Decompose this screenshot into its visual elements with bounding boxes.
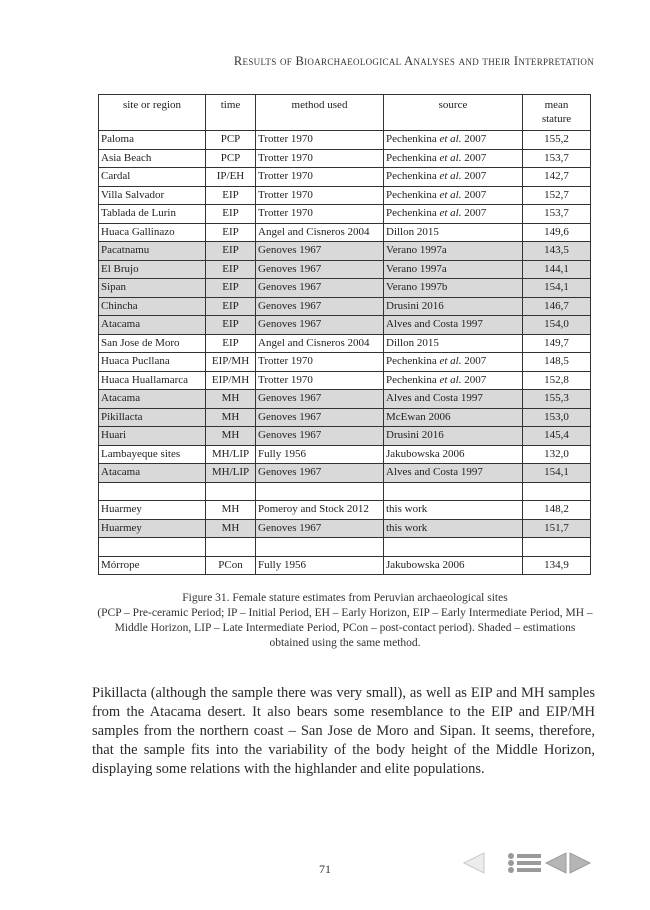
cell-source: Dillon 2015 — [384, 334, 523, 353]
cell-source: Drusini 2016 — [384, 297, 523, 316]
cell-source: Pechenkina et al. 2007 — [384, 205, 523, 224]
list-icon — [507, 851, 543, 875]
cell-site — [99, 538, 206, 557]
running-head: Results of Bioarchaeological Analyses and their Interpretation — [233, 54, 594, 68]
cell-method: Trotter 1970 — [256, 131, 384, 150]
cell-method: Pomeroy and Stock 2012 — [256, 501, 384, 520]
cell-stature — [523, 482, 591, 501]
cell-source: Pechenkina et al. 2007 — [384, 131, 523, 150]
table-row — [99, 205, 591, 224]
cell-method: Angel and Cisneros 2004 — [256, 334, 384, 353]
cell-time: EIP — [206, 334, 256, 353]
cell-method: Trotter 1970 — [256, 186, 384, 205]
cell-source: Alves and Costa 1997 — [384, 464, 523, 483]
cell-method: Genoves 1967 — [256, 260, 384, 279]
cell-time: EIP — [206, 242, 256, 261]
cell-time: EIP — [206, 297, 256, 316]
cell-time: EIP — [206, 316, 256, 335]
cell-source: Pechenkina et al. 2007 — [384, 168, 523, 187]
table-row — [99, 556, 591, 575]
table-row — [99, 168, 591, 187]
cell-time: MH — [206, 427, 256, 446]
cell-stature: 154,1 — [523, 279, 591, 298]
cell-site: Mórrope — [99, 556, 206, 575]
table-row — [99, 242, 591, 261]
cell-site: Lambayeque sites — [99, 445, 206, 464]
cell-site: Pikillacta — [99, 408, 206, 427]
cell-time: MH — [206, 408, 256, 427]
cell-method: Fully 1956 — [256, 556, 384, 575]
cell-source: Jakubowska 2006 — [384, 556, 523, 575]
cell-site: Huari — [99, 427, 206, 446]
cell-method: Genoves 1967 — [256, 279, 384, 298]
cell-method: Trotter 1970 — [256, 205, 384, 224]
cell-stature: 155,3 — [523, 390, 591, 409]
table-row — [99, 519, 591, 538]
table-row — [99, 186, 591, 205]
cell-site: Villa Salvador — [99, 186, 206, 205]
header-time: time — [206, 95, 256, 131]
cell-method: Angel and Cisneros 2004 — [256, 223, 384, 242]
cell-time: MH — [206, 390, 256, 409]
cell-method: Genoves 1967 — [256, 408, 384, 427]
cell-stature — [523, 538, 591, 557]
back-button[interactable] — [544, 851, 568, 879]
cell-source: Pechenkina et al. 2007 — [384, 371, 523, 390]
cell-stature: 143,5 — [523, 242, 591, 261]
cell-method: Genoves 1967 — [256, 519, 384, 538]
triangle-left-icon — [544, 851, 568, 875]
cell-stature: 151,7 — [523, 519, 591, 538]
cell-stature: 153,0 — [523, 408, 591, 427]
caption-legend: (PCP – Pre-ceramic Period; IP – Initial Period, EH – Early Horizon, EIP – Early Intermediate Period, MH – Middle Horizon, LIP – Late Intermediate Period, PCon – post-contact period). Shaded – estimations obtained using the same method. — [97, 607, 593, 649]
cell-time: MH — [206, 519, 256, 538]
cell-stature: 149,6 — [523, 223, 591, 242]
cell-site: Atacama — [99, 390, 206, 409]
table-row — [99, 223, 591, 242]
cell-method: Genoves 1967 — [256, 242, 384, 261]
prev-page-button[interactable] — [462, 851, 486, 879]
stature-table — [98, 94, 591, 575]
cell-time: PCP — [206, 131, 256, 150]
cell-time — [206, 482, 256, 501]
cell-time: MH — [206, 501, 256, 520]
cell-site: Cardal — [99, 168, 206, 187]
cell-site: Tablada de Lurin — [99, 205, 206, 224]
cell-time — [206, 538, 256, 557]
cell-site — [99, 482, 206, 501]
triangle-right-icon — [568, 851, 592, 875]
cell-source: Pechenkina et al. 2007 — [384, 149, 523, 168]
cell-stature: 142,7 — [523, 168, 591, 187]
cell-method — [256, 482, 384, 501]
blank-row — [99, 538, 591, 557]
cell-method: Genoves 1967 — [256, 464, 384, 483]
cell-stature: 134,9 — [523, 556, 591, 575]
cell-source: Jakubowska 2006 — [384, 445, 523, 464]
cell-time: EIP — [206, 279, 256, 298]
next-page-button[interactable] — [568, 851, 592, 879]
header-source: source — [384, 95, 523, 131]
cell-time: MH/LIP — [206, 445, 256, 464]
cell-site: Huarmey — [99, 519, 206, 538]
cell-site: Asia Beach — [99, 149, 206, 168]
blank-row — [99, 482, 591, 501]
cell-stature: 132,0 — [523, 445, 591, 464]
cell-site: Paloma — [99, 131, 206, 150]
table-header-row — [99, 95, 591, 131]
cell-source: Pechenkina et al. 2007 — [384, 186, 523, 205]
cell-method — [256, 538, 384, 557]
toc-button[interactable] — [507, 851, 543, 879]
cell-stature: 154,0 — [523, 316, 591, 335]
table-row — [99, 353, 591, 372]
cell-stature: 146,7 — [523, 297, 591, 316]
cell-site: Atacama — [99, 316, 206, 335]
cell-site: Huaca Pucllana — [99, 353, 206, 372]
table-row — [99, 427, 591, 446]
table-row — [99, 445, 591, 464]
cell-stature: 145,4 — [523, 427, 591, 446]
cell-source: Drusini 2016 — [384, 427, 523, 446]
cell-stature: 148,5 — [523, 353, 591, 372]
cell-method: Trotter 1970 — [256, 149, 384, 168]
table-body — [99, 131, 591, 575]
cell-method: Genoves 1967 — [256, 297, 384, 316]
cell-source: Alves and Costa 1997 — [384, 316, 523, 335]
cell-stature: 153,7 — [523, 205, 591, 224]
cell-site: Chincha — [99, 297, 206, 316]
page-number: 71 — [319, 862, 331, 876]
table-row — [99, 260, 591, 279]
table-row — [99, 316, 591, 335]
cell-site: El Brujo — [99, 260, 206, 279]
cell-method: Genoves 1967 — [256, 316, 384, 335]
table-row — [99, 371, 591, 390]
cell-time: EIP/MH — [206, 353, 256, 372]
cell-stature: 154,1 — [523, 464, 591, 483]
cell-site: Huaca Gallinazo — [99, 223, 206, 242]
cell-source: Alves and Costa 1997 — [384, 390, 523, 409]
cell-stature: 153,7 — [523, 149, 591, 168]
table-row — [99, 390, 591, 409]
cell-time: EIP/MH — [206, 371, 256, 390]
cell-time: PCP — [206, 149, 256, 168]
table-row — [99, 131, 591, 150]
cell-time: EIP — [206, 260, 256, 279]
header-stature: mean stature — [523, 95, 591, 131]
cell-stature: 144,1 — [523, 260, 591, 279]
cell-stature: 152,7 — [523, 186, 591, 205]
cell-stature: 152,8 — [523, 371, 591, 390]
cell-stature: 149,7 — [523, 334, 591, 353]
cell-method: Trotter 1970 — [256, 168, 384, 187]
table-row — [99, 149, 591, 168]
cell-source: this work — [384, 519, 523, 538]
cell-source: this work — [384, 501, 523, 520]
cell-time: MH/LIP — [206, 464, 256, 483]
cell-stature: 155,2 — [523, 131, 591, 150]
table-row — [99, 297, 591, 316]
cell-time: EIP — [206, 223, 256, 242]
cell-method: Fully 1956 — [256, 445, 384, 464]
header-site: site or region — [99, 95, 206, 131]
cell-method: Genoves 1967 — [256, 390, 384, 409]
table-row — [99, 501, 591, 520]
cell-method: Genoves 1967 — [256, 427, 384, 446]
cell-method: Trotter 1970 — [256, 371, 384, 390]
cell-site: Sipan — [99, 279, 206, 298]
table-row — [99, 408, 591, 427]
caption-title: Figure 31. Female stature estimates from Peruvian archaeological sites — [182, 592, 508, 604]
cell-stature: 148,2 — [523, 501, 591, 520]
cell-time: PCon — [206, 556, 256, 575]
table-row — [99, 279, 591, 298]
cell-source — [384, 538, 523, 557]
cell-source: Pechenkina et al. 2007 — [384, 353, 523, 372]
cell-source: McEwan 2006 — [384, 408, 523, 427]
cell-site: Pacatnamu — [99, 242, 206, 261]
cell-source: Dillon 2015 — [384, 223, 523, 242]
body-paragraph: Pikillacta (although the sample there was very small), as well as EIP and MH samples from the Atacama desert. It also bears some resemblance to the EIP and EIP/MH samples from the northern coast – San Jose de Moro and Sipan. It seems, therefore, that the sample fits into the variability of the body height of the Middle Horizon, displaying some relations with the highlander and elite populations. — [92, 685, 595, 777]
triangle-left-icon — [462, 851, 486, 875]
header-method: method used — [256, 95, 384, 131]
cell-method: Trotter 1970 — [256, 353, 384, 372]
cell-time: IP/EH — [206, 168, 256, 187]
figure-caption — [96, 591, 594, 651]
cell-source: Verano 1997a — [384, 260, 523, 279]
cell-source — [384, 482, 523, 501]
cell-site: Huaca Huallamarca — [99, 371, 206, 390]
cell-site: Huarmey — [99, 501, 206, 520]
cell-time: EIP — [206, 186, 256, 205]
cell-time: EIP — [206, 205, 256, 224]
cell-source: Verano 1997a — [384, 242, 523, 261]
table-row — [99, 464, 591, 483]
cell-source: Verano 1997b — [384, 279, 523, 298]
cell-site: Atacama — [99, 464, 206, 483]
cell-site: San Jose de Moro — [99, 334, 206, 353]
table-row — [99, 334, 591, 353]
